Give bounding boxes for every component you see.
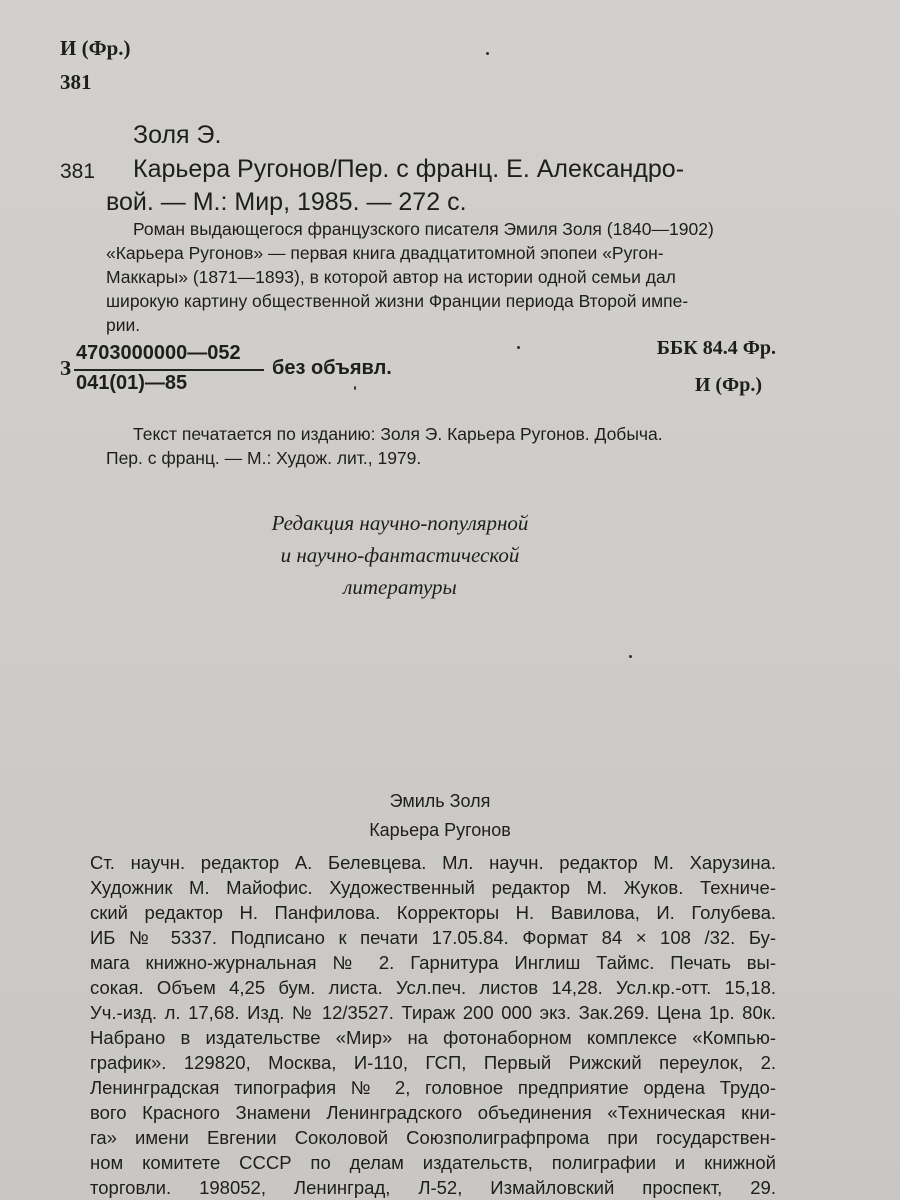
classification-code: И (Фр.) [60,36,131,60]
colophon-line: мага книжно-журнальная № 2. Гарнитура Инглиш Таймс. Печать вы- [90,952,776,973]
editorial-office-line: литературы [343,575,457,599]
code-denominator: 041(01)—85 [76,372,188,394]
entry-number: 381 [60,160,96,183]
colophon-line: вого Красного Знамени Ленинградского объединения «Техническая кни- [90,1102,776,1123]
title-line-2: вой. — М.: Мир, 1985. — 272 с. [106,188,467,216]
annotation-line: Роман выдающегося французского писателя Эмиля Золя (1840—1902) [133,219,714,239]
paper-speck [486,52,489,55]
editorial-office-line: Редакция научно-популярной [271,511,529,535]
colophon-line: Уч.-изд. л. 17,68. Изд. № 12/3527. Тираж 200 000 экз. Зак.269. Цена 1р. 80к. [90,1002,776,1023]
annotation-line: «Карьера Ругонов» — первая книга двадцатитомной эпопеи «Ругон- [106,243,664,263]
editorial-office-line: и научно-фантастической [280,543,520,567]
classification-code-right: И (Фр.) [694,374,762,396]
colophon-line: Художник М. Майофис. Художественный редактор М. Жуков. Техниче- [90,877,776,898]
title-line-1: Карьера Ругонов/Пер. с франц. Е. Александро- [133,155,685,183]
colophon-line: Ленинградская типография № 2, головное предприятие ордена Трудо- [90,1077,776,1098]
colophon-line: ном комитете СССР по делам издательств, полиграфии и книжной [90,1152,776,1173]
colophon-line: ский редактор Н. Панфилова. Корректоры Н. Вавилова, И. Голубева. [90,902,776,923]
colophon-line: ИБ № 5337. Подписано к печати 17.05.84. Формат 84 × 108 /32. Бу- [90,927,776,948]
colophon-line: Ст. научн. редактор А. Белевцева. Мл. научн. редактор М. Харузина. [90,852,776,873]
colophon-title: Карьера Ругонов [369,820,511,840]
paper-speck [629,655,632,658]
colophon-line: торговли. 198052, Ленинград, Л-52, Измайловский проспект, 29. [90,1177,776,1198]
no-announcement-note: без объявл. [272,357,392,379]
index-number: 381 [60,70,92,94]
annotation-line: Маккары» (1871—1893), в которой автор на истории одной семьи дал [106,267,676,287]
source-note-line: Текст печатается по изданию: Золя Э. Карьера Ругонов. Добыча. [133,424,663,444]
fraction-rule [74,369,264,371]
annotation-line: рии. [106,315,141,335]
annotation-line: широкую картину общественной жизни Франции периода Второй импе- [106,291,689,311]
colophon-line: сокая. Объем 4,25 бум. листа. Усл.печ. листов 14,28. Усл.кр.-отт. 15,18. [90,977,776,998]
colophon-line: график». 129820, Москва, И-110, ГСП, Первый Рижский переулок, 2. [90,1052,776,1073]
colophon-author: Эмиль Золя [389,791,491,811]
author-heading: Золя Э. [133,121,222,149]
code-prefix: З [60,356,72,380]
colophon-line: га» имени Евгении Соколовой Союзполиграфпрома при государствен- [90,1127,776,1148]
source-note-line: Пер. с франц. — М.: Худож. лит., 1979. [106,448,422,468]
paper-speck [517,346,520,349]
bbk-code: ББК 84.4 Фр. [656,337,776,359]
paper-speck [354,386,356,390]
colophon-line: Набрано в издательстве «Мир» на фотонаборном комплексе «Компью- [90,1027,776,1048]
code-numerator: 4703000000—052 [76,342,241,364]
